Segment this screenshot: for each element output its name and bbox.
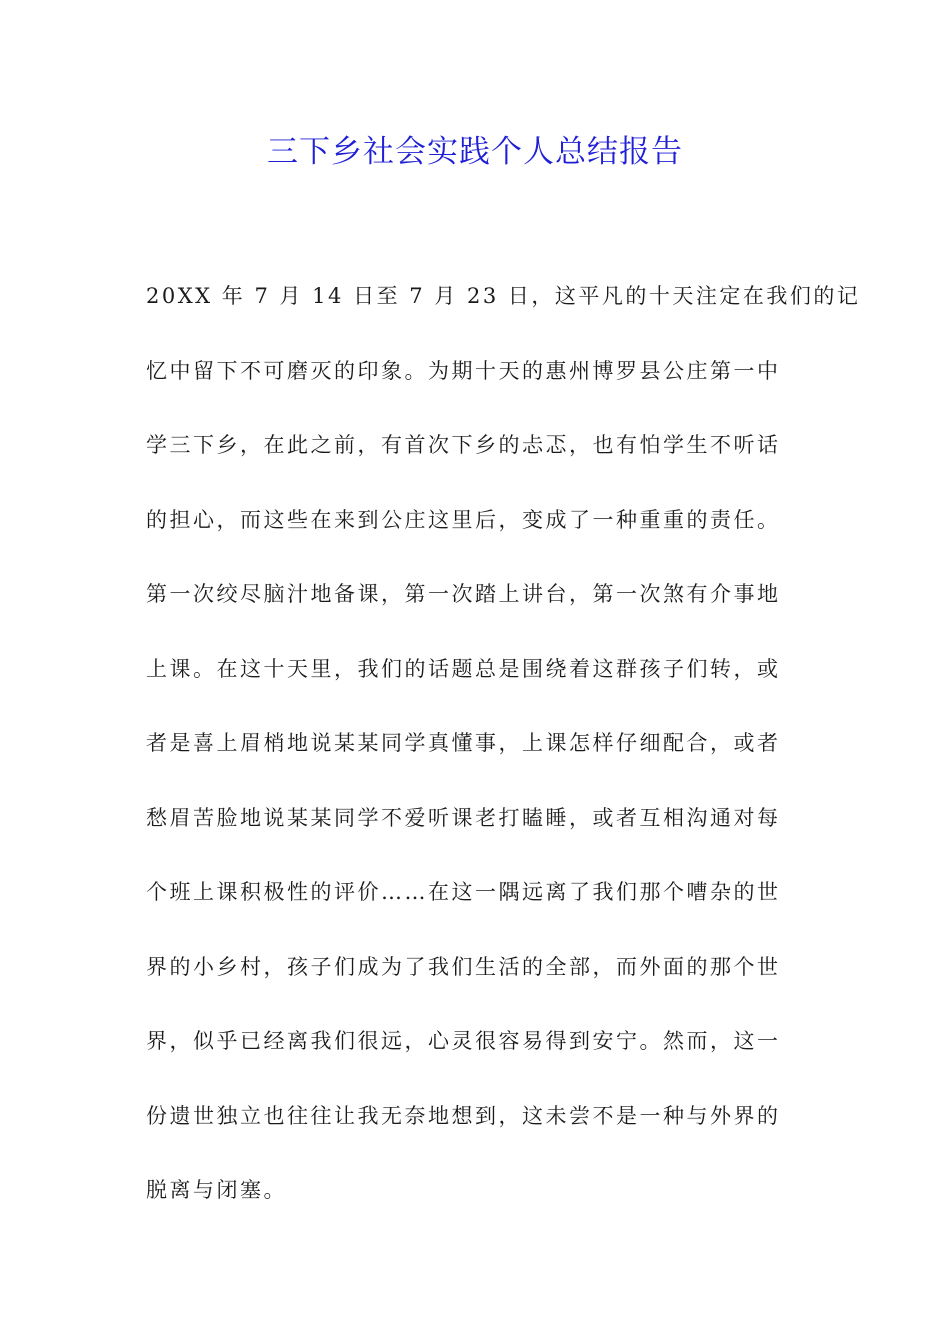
body-line: 忆中留下不可磨灭的印象。为期十天的惠州博罗县公庄第一中 bbox=[146, 358, 781, 383]
body-line: 脱离与闭塞。 bbox=[146, 1178, 287, 1202]
body-line: 界，似乎已经离我们很远，心灵很容易得到安宁。然而，这一 bbox=[146, 1029, 781, 1053]
body-line: 界的小乡村，孩子们成为了我们生活的全部，而外面的那个世 bbox=[146, 954, 781, 979]
body-line: 20XX 年 7 月 14 日至 7 月 23 日，这平凡的十天注定在我们的记 bbox=[146, 284, 861, 308]
body-line: 愁眉苦脸地说某某同学不爱听课老打瞌睡，或者互相沟通对每 bbox=[146, 805, 781, 830]
document-title: 三下乡社会实践个人总结报告 bbox=[267, 134, 683, 170]
document-body bbox=[146, 259, 861, 1228]
body-line: 上课。在这十天里，我们的话题总是围绕着这群孩子们转，或 bbox=[146, 656, 781, 681]
body-line: 者是喜上眉梢地说某某同学真懂事，上课怎样仔细配合，或者 bbox=[146, 731, 781, 755]
body-line: 个班上课积极性的评价……在这一隅远离了我们那个嘈杂的世 bbox=[146, 880, 781, 904]
body-line: 份遗世独立也往往让我无奈地想到，这未尝不是一种与外界的 bbox=[146, 1103, 781, 1128]
body-line: 第一次绞尽脑汁地备课，第一次踏上讲台，第一次煞有介事地 bbox=[146, 582, 781, 606]
body-line: 的担心，而这些在来到公庄这里后，变成了一种重重的责任。 bbox=[146, 507, 781, 532]
body-line: 学三下乡，在此之前，有首次下乡的忐忑，也有怕学生不听话 bbox=[146, 433, 781, 457]
